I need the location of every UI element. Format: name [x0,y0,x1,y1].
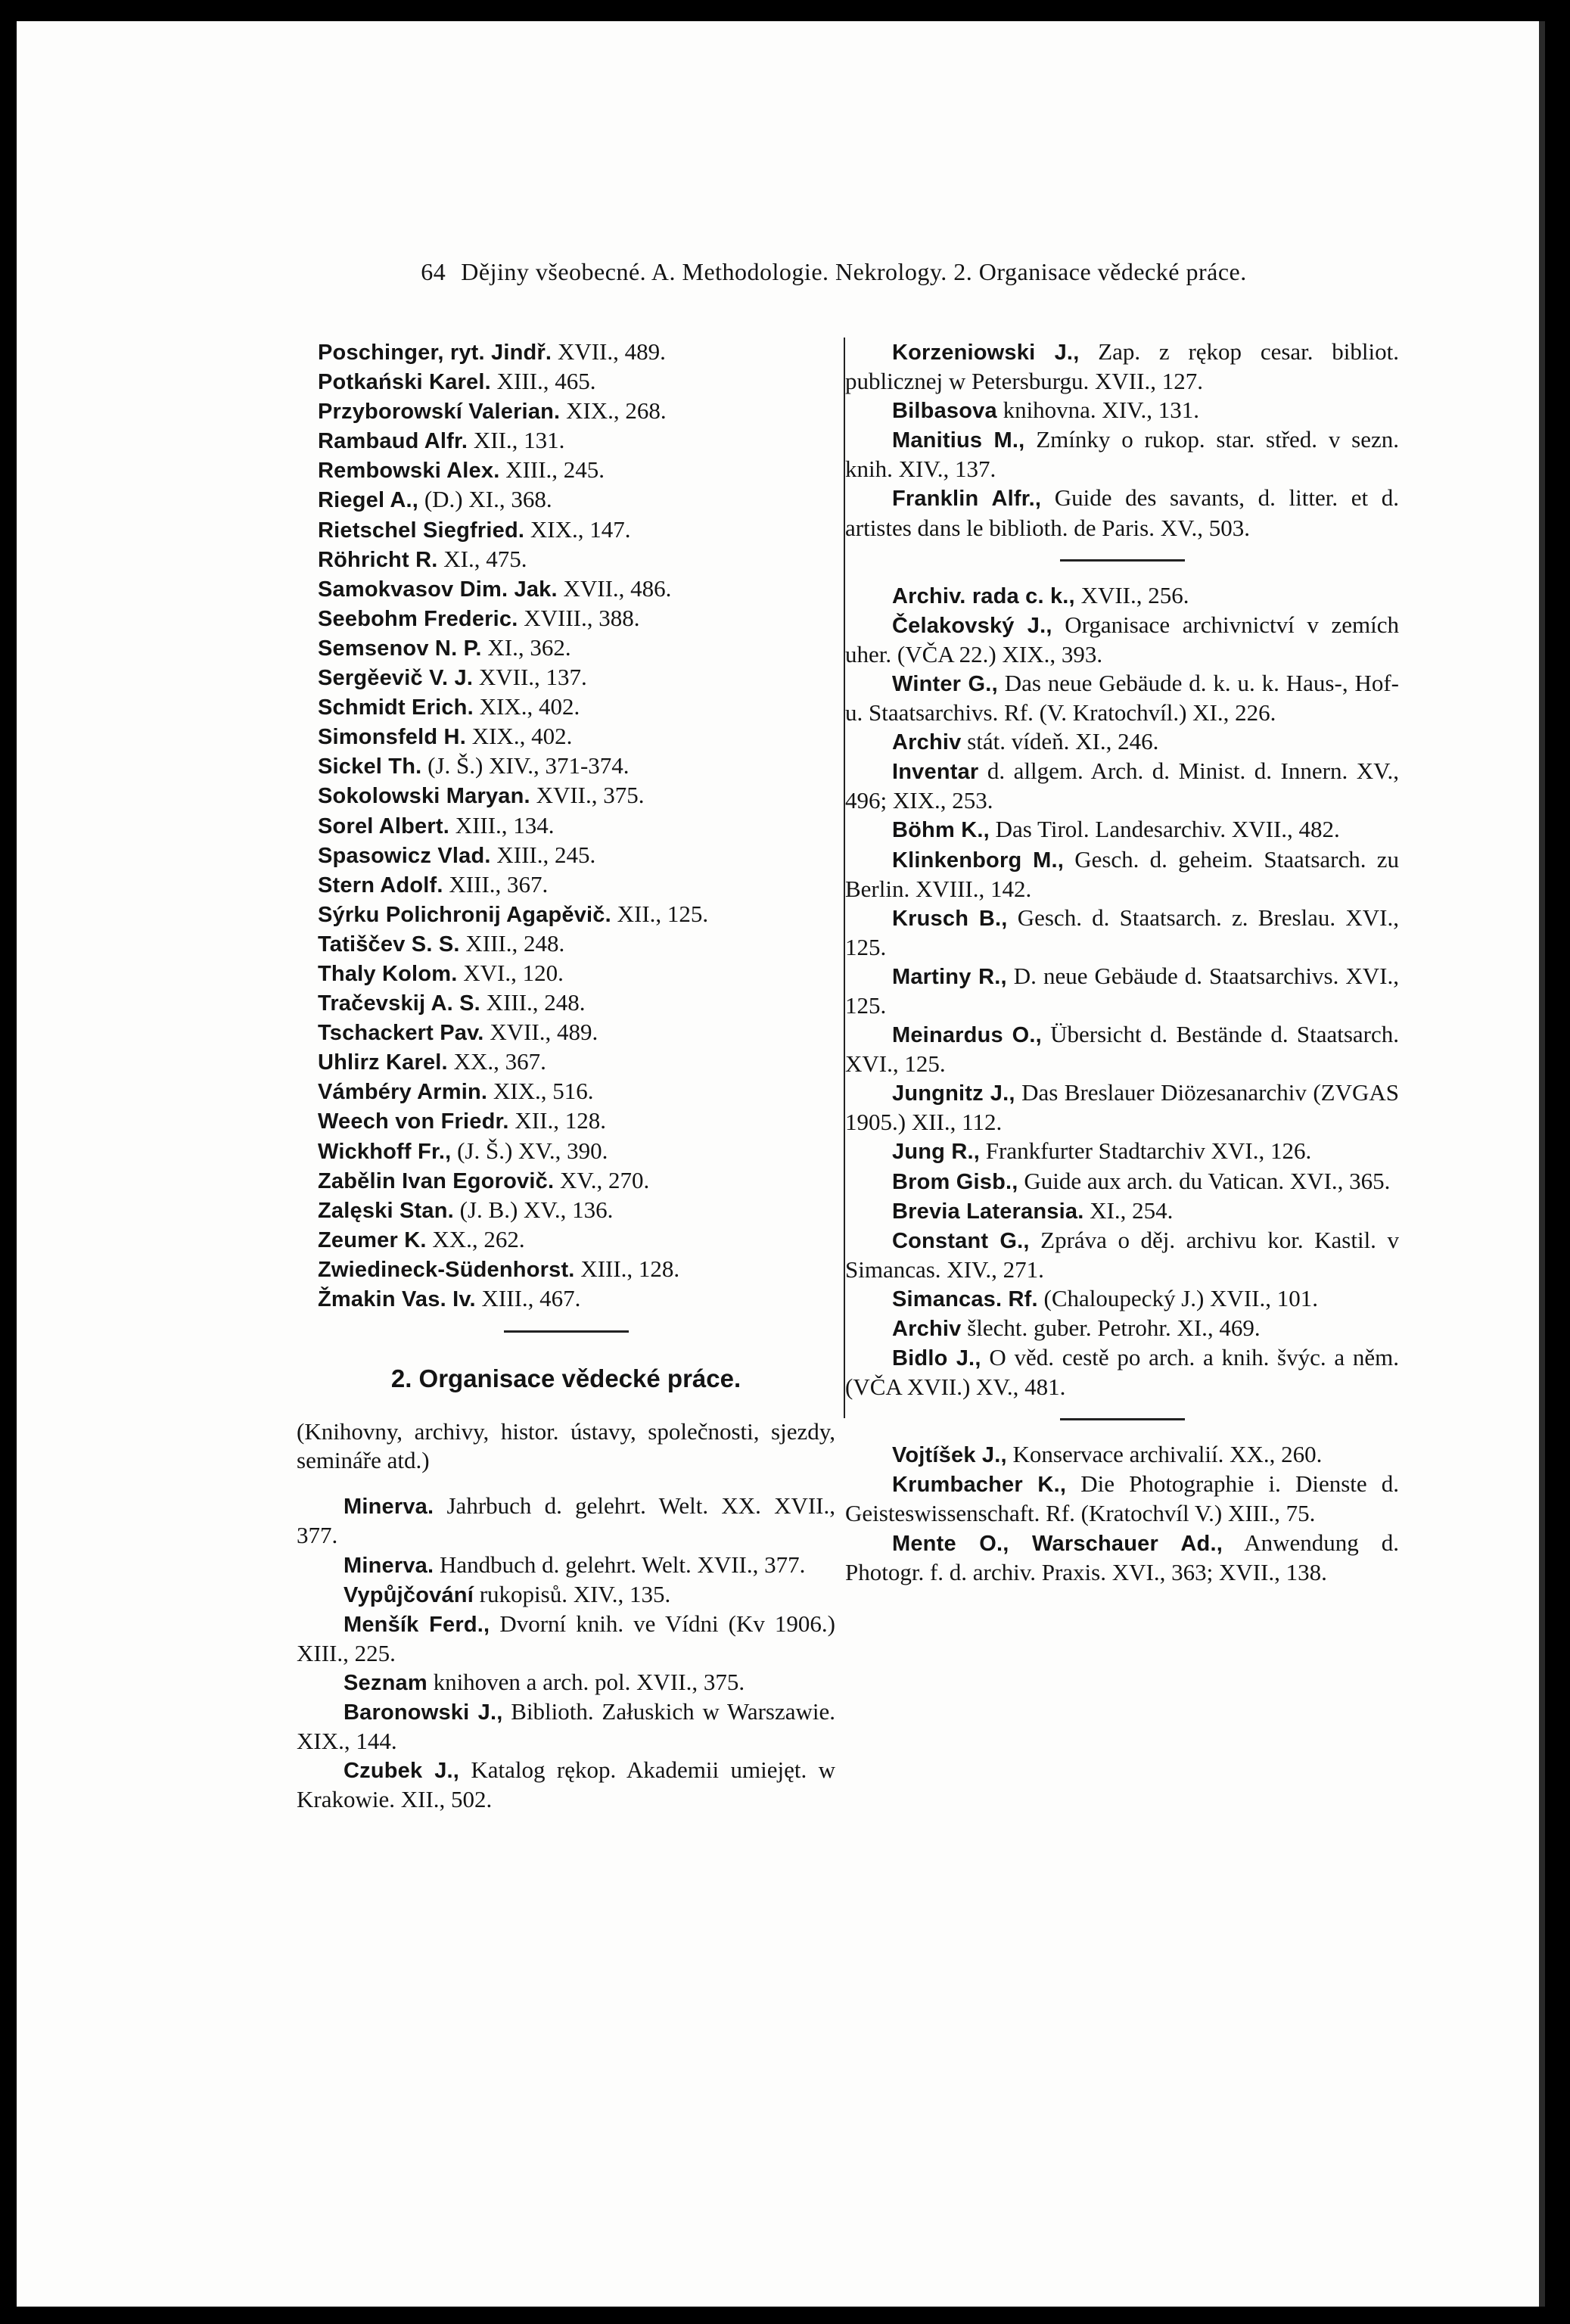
entry-name: Thaly Kolom. [318,961,458,986]
entry-reference: XX., 262. [426,1225,525,1252]
entry-reference: stát. vídeň. XI., 246. [961,728,1159,755]
entry-name: Böhm K., [892,818,990,843]
entry-name: Franklin Alfr., [892,487,1042,512]
entry-reference: (J. Š.) XIV., 371-374. [421,752,630,779]
bibliography-entry [845,1314,1399,1343]
bibliography-entry [297,1106,835,1136]
entry-name: Tatiščev S. S. [318,932,460,957]
bibliography-entry [845,1226,1399,1284]
bibliography-entry [845,904,1399,962]
bibliography-entry [297,663,835,692]
entry-reference: Zap. z rękop cesar. bibliot. publicznej w Petersburgu. XVII., 127. [845,338,1399,395]
entry-reference: XVII., 489. [552,338,666,365]
entry-reference: XVI., 120. [457,959,564,986]
entry-name: Potkański Karel. [318,370,491,395]
entry-reference: Dvorní knih. ve Vídni (Kv 1906.) XIII., 225. [297,1610,835,1666]
entry-reference: šlecht. guber. Petrohr. XI., 469. [961,1314,1261,1341]
bibliography-entry [845,396,1399,425]
entry-name: Winter G., [892,671,998,696]
entry-reference: Anwendung d. Photogr. f. d. archiv. Praxis. XVI., 363; XVII., 138. [845,1529,1400,1585]
entry-name: Krusch B., [892,906,1008,931]
bibliography-entry [297,1668,835,1697]
entry-reference: Zpráva o děj. archivu kor. Kastil. v Simancas. XIV., 271. [845,1226,1399,1283]
entry-reference: (Chaloupecký J.) XVII., 101. [1037,1284,1318,1311]
entry-name: Wickhoff Fr., [318,1139,452,1164]
entry-name: Korzeniowski J., [892,341,1080,365]
entry-reference: Jahrbuch d. gelehrt. Welt. XX. XVII., 377. [297,1492,835,1549]
entry-name: Žmakin Vas. Iv. [318,1287,476,1311]
bibliography-entry [297,841,835,870]
entry-name: Manitius M., [892,428,1025,453]
entry-reference: Biblioth. Załuskich w Warszawie. XIX., 144. [297,1698,835,1755]
entry-name: Simancas. Rf. [892,1286,1038,1311]
bibliography-entry [297,1255,835,1284]
entry-reference: Handbuch d. gelehrt. Welt. XVII., 377. [434,1551,806,1578]
entry-reference: Katalog rękop. Akademii umiejęt. w Krakowie. XII., 502. [297,1756,835,1813]
entry-reference: Frankfurter Stadtarchiv XVI., 126. [980,1137,1312,1165]
entry-name: Przyborowskí Valerian. [318,400,561,425]
entry-name: Zalęski Stan. [318,1198,454,1223]
entry-reference: Das neue Gebäude d. k. u. k. Haus-, Hof- u. Staatsarchivs. Rf. (V. Kratochvíl.) XI., 226. [845,669,1399,726]
bibliography-entry [297,397,835,426]
entry-reference: XVII., 489. [483,1019,598,1046]
entry-reference: Das Tirol. Landesarchiv. XVII., 482. [989,816,1340,843]
bibliography-entry [845,757,1399,815]
bibliography-entry [845,611,1399,669]
bibliography-entry [845,1196,1399,1226]
entry-reference: Zmínky o rukop. star. střed. v sezn. knih. XIV., 137. [845,426,1399,483]
entry-name: Sickel Th. [318,754,422,779]
bibliography-entry [845,669,1399,727]
bibliography-entry [297,604,835,633]
entry-reference: D. neue Gebäude d. Staatsarchivs. XVI., 125. [845,962,1399,1019]
entry-reference: XIII., 128. [574,1255,680,1282]
entry-name: Semsenov N. P. [318,636,482,661]
bibliography-entry [297,574,835,604]
entry-reference: Übersicht d. Bestände d. Staatsarch. XVI., 125. [845,1021,1399,1078]
entry-reference: XII., 125. [611,900,709,927]
entry-reference: (D.) XI., 368. [418,486,552,513]
bibliography-entry [297,1196,835,1225]
entry-name: Stern Adolf. [318,873,443,898]
entry-reference: Die Photographie i. Dienste d. Geisteswissenschaft. Rf. (Kratochvíl V.) XIII., 75. [845,1470,1399,1527]
entry-name: Mente O., Warschauer Ad., [892,1531,1223,1556]
entry-reference: XVIII., 388. [518,604,640,631]
bibliography-entry [845,581,1399,611]
entry-reference: XIX., 147. [524,515,631,543]
entry-name: Constant G., [892,1228,1030,1253]
bibliography-entry [297,1580,835,1610]
bibliography-entry [297,367,835,397]
entry-reference: (J. Š.) XV., 390. [451,1137,608,1164]
section-rule [1060,559,1185,562]
bibliography-entry [297,1551,835,1580]
bibliography-entry [297,633,835,663]
entry-name: Minerva. [344,1553,434,1578]
entry-name: Menšík Ferd., [344,1612,490,1637]
entry-reference: XI., 362. [481,633,571,661]
entry-reference: XIII., 245. [499,456,605,484]
entry-reference: XX., 367. [447,1048,546,1075]
bibliography-entry [297,545,835,574]
entry-reference: rukopisů. XIV., 135. [473,1580,671,1607]
bibliography-entry [297,988,835,1018]
bibliography-entry [297,1047,835,1077]
bibliography-entry [845,1440,1399,1470]
entry-name: Uhlirz Karel. [318,1050,448,1075]
entry-name: Minerva. [344,1495,434,1520]
entry-name: Sorel Albert. [318,814,449,838]
entry-name: Sergěevič V. J. [318,666,474,691]
bibliography-entry [297,811,835,841]
entry-name: Archiv [892,1317,962,1341]
entry-reference: XIII., 465. [490,368,596,395]
entry-name: Weech von Friedr. [318,1109,509,1134]
bibliography-entry [297,515,835,545]
library-entries [845,338,1399,543]
entry-reference: XVII., 486. [557,574,672,602]
entry-name: Čelakovský J., [892,613,1052,638]
bibliography-entry [845,1020,1399,1078]
entry-name: Poschinger, ryt. Jindř. [318,341,552,365]
entry-reference: XVII., 375. [530,782,645,809]
entry-name: Simonsfeld H. [318,725,466,750]
entry-name: Zwiedineck-Südenhorst. [318,1257,575,1282]
entry-name: Inventar [892,760,979,785]
entry-reference: XIII., 367. [443,870,549,898]
entry-name: Bilbasova [892,399,997,424]
entry-name: Czubek J., [344,1759,460,1784]
entry-name: Rembowski Alex. [318,459,500,484]
bibliography-entry [297,456,835,485]
bibliography-entry [845,484,1399,542]
entry-name: Jung R., [892,1140,980,1165]
spacer [297,1475,835,1492]
entry-reference: XVII., 137. [473,664,587,691]
bibliography-entry [845,1529,1399,1587]
entry-reference: knihovna. XIV., 131. [996,397,1200,424]
bibliography-entry [845,845,1399,904]
archive-entries [845,581,1399,1402]
page-sheet [17,21,1545,2307]
entry-name: Vámbéry Armin. [318,1080,488,1105]
bibliography-entry [297,1697,835,1756]
entry-name: Tschackert Pav. [318,1021,484,1046]
entry-name: Rietschel Siegfried. [318,518,525,543]
entry-reference: Gesch. d. Staatsarch. z. Breslau. XVI., 125. [845,904,1399,960]
entry-reference: XIX., 402. [473,693,580,720]
entry-name: Samokvasov Dim. Jak. [318,577,558,602]
running-header [244,257,1424,286]
entry-name: Sokolowski Maryan. [318,784,530,809]
bibliography-entry [845,1137,1399,1166]
bibliography-entry [297,692,835,722]
entry-name: Riegel A., [318,488,419,513]
entry-name: Archiv. rada c. k., [892,583,1075,608]
bibliography-list-left [297,1492,835,1814]
bibliography-entry [845,1343,1399,1402]
entry-reference: XIX., 268. [560,397,667,425]
entry-reference: XI., 475. [437,545,527,572]
entry-reference: XIII., 248. [480,989,586,1016]
left-column [297,338,835,1814]
entry-name: Zabělin Ivan Egorovič. [318,1168,555,1193]
bibliography-entry [297,1756,835,1814]
entry-reference: d. allgem. Arch. d. Minist. d. Innern. XV., 496; XIX., 253. [845,758,1399,814]
entry-name: Brevia Lateransia. [892,1199,1084,1224]
bibliography-entry [297,1137,835,1166]
entry-reference: knihoven a arch. pol. XVII., 375. [427,1668,745,1695]
entry-reference: Konservace archivalií. XX., 260. [1006,1441,1323,1468]
bibliography-entry [297,1166,835,1196]
entry-reference: XII., 131. [468,427,565,454]
entry-reference: XIX., 402. [465,723,573,750]
entry-reference: Gesch. d. geheim. Staatsarch. zu Berlin. XVIII., 142. [845,845,1399,902]
entry-reference: XV., 270. [554,1166,650,1193]
bibliography-entry [845,727,1399,757]
section-rule [504,1330,629,1333]
bibliography-entry [297,722,835,751]
bibliography-entry [297,338,835,367]
section-rule [1060,1418,1185,1420]
bibliography-entry [297,870,835,900]
entry-reference: XVII., 256. [1074,581,1189,608]
entry-reference: XIII., 134. [449,811,555,838]
bibliography-entry [845,1167,1399,1196]
entry-reference: XIII., 245. [490,841,596,868]
entry-name: Sýrku Polichronij Agapěvič. [318,902,611,927]
entry-name: Brom Gisb., [892,1169,1018,1194]
entry-name: Schmidt Erich. [318,695,474,720]
entry-name: Bidlo J., [892,1346,981,1371]
entry-name: Rambaud Alfr. [318,429,468,454]
page-number: 64 [421,258,446,285]
bibliography-entry [845,1078,1399,1137]
bibliography-entry [845,1470,1399,1528]
bibliography-entry [845,425,1399,484]
bibliography-entry [845,338,1399,396]
bibliography-entry [845,1284,1399,1314]
bibliography-entry [845,962,1399,1020]
bibliography-entry [297,929,835,959]
entry-reference: Organisace archivnictví v zemích uher. (VČA 22.) XIX., 393. [845,611,1400,667]
entry-reference: Guide aux arch. du Vatican. XVI., 365. [1018,1167,1391,1194]
entry-name: Tračevskij A. S. [318,991,480,1016]
entry-name: Baronowski J., [344,1700,503,1725]
entry-reference: XII., 128. [508,1107,606,1134]
section-title: 2. Organisace vědecké práce. [390,1364,741,1393]
entry-name: Martiny R., [892,964,1007,989]
bibliography-entry [297,1018,835,1047]
obituary-list [297,338,835,1314]
bibliography-entry [845,815,1399,845]
bibliography-entry [297,781,835,810]
bibliography-entry [297,1077,835,1106]
section-intro: (Knihovny, archivy, histor. ústavy, společnosti, sjezdy, semináře atd.) [297,1418,835,1474]
entry-reference: XI., 254. [1083,1196,1174,1224]
entry-name: Meinardus O., [892,1023,1042,1048]
bibliography-entry [297,751,835,781]
entry-name: Zeumer K. [318,1227,427,1252]
entry-reference: O věd. cestě po arch. a knih. švýc. a něm. (VČA XVII.) XV., 481. [845,1344,1399,1401]
bibliography-entry [297,1284,835,1314]
entry-name: Klinkenborg M., [892,848,1064,873]
entry-reference: (J. B.) XV., 136. [453,1196,614,1223]
entry-name: Vypůjčování [344,1582,474,1607]
bibliography-entry [297,485,835,515]
entry-name: Vojtíšek J., [892,1443,1007,1468]
entry-name: Seznam [344,1670,427,1695]
conservation-entries [845,1440,1399,1586]
entry-name: Seebohm Frederic. [318,606,518,631]
entry-name: Krumbacher K., [892,1473,1067,1498]
bibliography-entry [297,426,835,456]
entry-name: Röhricht R. [318,547,438,572]
right-column [845,338,1399,1587]
bibliography-entry [297,1492,835,1550]
entry-name: Archiv [892,730,962,755]
entry-reference: Guide des savants, d. litter. et d. artistes dans le biblioth. de Paris. XV., 503. [845,484,1399,541]
entry-reference: XIX., 516. [487,1078,594,1105]
entry-name: Spasowicz Vlad. [318,843,491,868]
entry-reference: XIII., 467. [475,1285,581,1311]
entry-reference: XIII., 248. [459,929,565,957]
bibliography-entry [297,1225,835,1255]
entry-reference: Das Breslauer Diözesanarchiv (ZVGAS 1905.) XII., 112. [845,1079,1399,1136]
bibliography-entry [297,900,835,929]
running-title: Dějiny všeobecné. A. Methodologie. Nekrology. 2. Organisace vědecké práce. [461,258,1247,285]
bibliography-entry [297,1610,835,1668]
entry-name: Jungnitz J., [892,1081,1015,1106]
bibliography-entry [297,959,835,988]
